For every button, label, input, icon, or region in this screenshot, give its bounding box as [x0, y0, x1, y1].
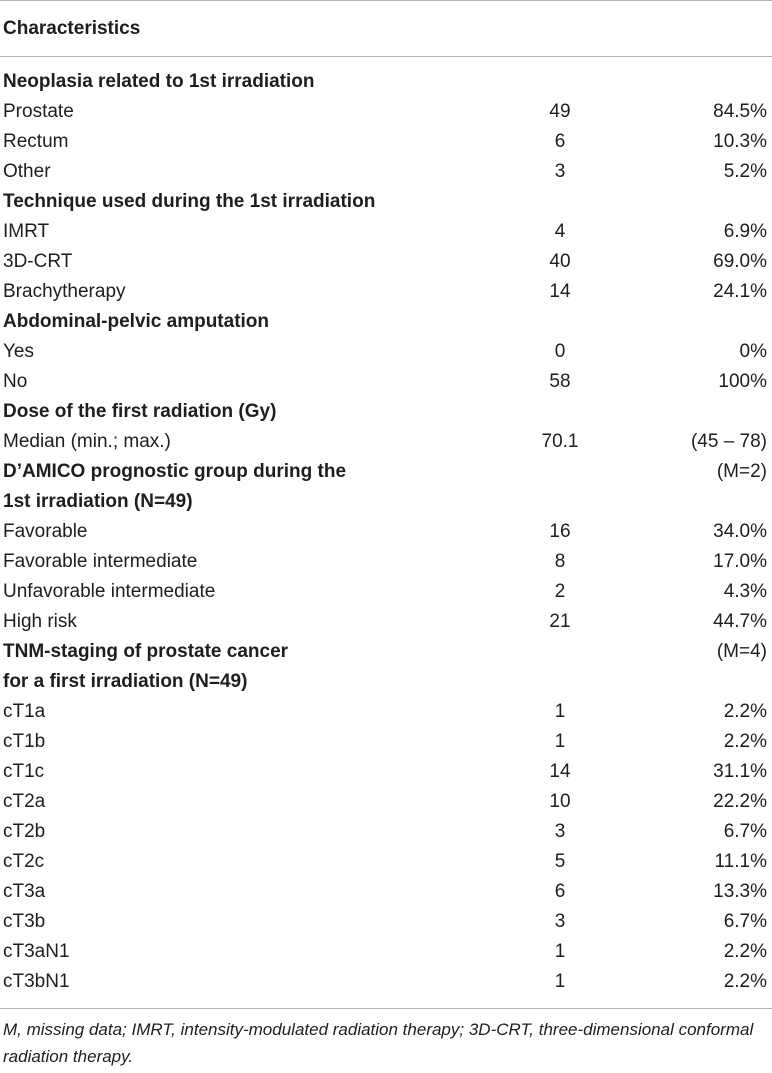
row-label: cT3b: [3, 911, 46, 932]
row-percentage: 69.0%: [713, 251, 767, 272]
row-count: 16: [549, 521, 571, 542]
missing-data-note: (M=2): [716, 461, 767, 482]
row-label: cT1a: [3, 701, 46, 722]
row-label: Unfavorable intermediate: [3, 581, 216, 602]
row-label: cT2b: [3, 821, 46, 842]
row-label: Brachytherapy: [3, 281, 126, 302]
row-label: cT1c: [3, 761, 45, 782]
row-percentage: 100%: [718, 371, 767, 392]
row-label: Yes: [3, 341, 34, 362]
row-count: 5: [554, 851, 566, 872]
table-footnote: M, missing data; IMRT, intensity-modulated radiation therapy; 3D-CRT, three-dimensional conformal radiation therapy.: [3, 1020, 754, 1066]
table-row: [0, 547, 772, 577]
section-header-row: [0, 187, 772, 217]
section-title: Dose of the first radiation (Gy): [3, 401, 277, 422]
row-label: cT1b: [3, 731, 46, 752]
table-header: [0, 0, 772, 57]
section-title: D’AMICO prognostic group during the: [3, 461, 347, 482]
table-body: [0, 57, 772, 997]
row-percentage: 2.2%: [723, 731, 767, 752]
section-title: Neoplasia related to 1st irradiation: [3, 71, 315, 92]
row-label: 3D-CRT: [3, 251, 73, 272]
row-label: cT3aN1: [3, 941, 70, 962]
section-title: 1st irradiation (N=49): [3, 491, 193, 512]
row-count: 0: [554, 341, 566, 362]
section-header-row: [0, 397, 772, 427]
table-row: [0, 277, 772, 307]
row-count: 1: [554, 731, 566, 752]
row-percentage: 4.3%: [723, 581, 767, 602]
row-count: 3: [554, 161, 566, 182]
table-row: [0, 217, 772, 247]
row-label: IMRT: [3, 221, 50, 242]
table-row: [0, 127, 772, 157]
table-row: [0, 817, 772, 847]
table-row: [0, 427, 772, 457]
row-label: Favorable: [3, 521, 88, 542]
table-row: [0, 847, 772, 877]
row-count: 40: [549, 251, 571, 272]
row-percentage: 17.0%: [713, 551, 767, 572]
section-title: TNM-staging of prostate cancer: [3, 641, 289, 662]
section-title: Technique used during the 1st irradiation: [3, 191, 376, 212]
row-count: 6: [554, 881, 566, 902]
row-count: 6: [554, 131, 566, 152]
section-title: Abdominal-pelvic amputation: [3, 311, 270, 332]
table-row: [0, 577, 772, 607]
section-header-row: [0, 67, 772, 97]
row-count: 10: [549, 791, 571, 812]
column-header-characteristics: Characteristics: [3, 17, 141, 39]
table-bottom-rule: [0, 1008, 772, 1009]
table-row: [0, 517, 772, 547]
row-count: 1: [554, 941, 566, 962]
row-percentage: 11.1%: [714, 851, 767, 872]
table-row: [0, 877, 772, 907]
table-row: [0, 907, 772, 937]
table-row: [0, 97, 772, 127]
row-percentage: 34.0%: [713, 521, 767, 542]
row-count: 21: [549, 611, 571, 632]
row-label: High risk: [3, 611, 77, 632]
table-row: [0, 367, 772, 397]
section-header-row: [0, 487, 772, 517]
row-count: 2: [554, 581, 566, 602]
section-header-row: [0, 307, 772, 337]
table-row: [0, 727, 772, 757]
row-percentage: 2.2%: [723, 701, 767, 722]
section-header-row: [0, 457, 772, 487]
row-count: 1: [554, 701, 566, 722]
row-label: Favorable intermediate: [3, 551, 198, 572]
row-percentage: 6.7%: [723, 911, 767, 932]
row-count: 3: [554, 821, 566, 842]
section-header-row: [0, 637, 772, 667]
row-percentage: 6.7%: [723, 821, 767, 842]
row-label: No: [3, 371, 28, 392]
row-count: 49: [549, 101, 571, 122]
table-row: [0, 967, 772, 997]
row-percentage: (45 – 78): [690, 431, 767, 452]
row-label: cT3bN1: [3, 971, 70, 992]
row-count: 14: [549, 761, 571, 782]
row-percentage: 22.2%: [713, 791, 767, 812]
row-percentage: 31.1%: [713, 761, 767, 782]
table-row: [0, 697, 772, 727]
row-percentage: 5.2%: [723, 161, 767, 182]
row-count: 1: [554, 971, 566, 992]
table-row: [0, 757, 772, 787]
row-percentage: 13.3%: [713, 881, 767, 902]
table-row: [0, 937, 772, 967]
row-percentage: 84.5%: [713, 101, 767, 122]
section-title: for a first irradiation (N=49): [3, 671, 248, 692]
table-row: [0, 157, 772, 187]
table-row: [0, 247, 772, 277]
row-percentage: 2.2%: [723, 971, 767, 992]
row-label: cT3a: [3, 881, 46, 902]
table-row: [0, 337, 772, 367]
row-count: 8: [554, 551, 566, 572]
missing-data-note: (M=4): [716, 641, 767, 662]
row-percentage: 24.1%: [713, 281, 767, 302]
row-label: Rectum: [3, 131, 69, 152]
row-count: 3: [554, 911, 566, 932]
row-count: 4: [554, 221, 566, 242]
row-percentage: 0%: [739, 341, 767, 362]
row-label: Prostate: [3, 101, 74, 122]
table-row: [0, 607, 772, 637]
row-label: Median (min.; max.): [3, 431, 171, 452]
row-count: 70.1: [541, 431, 579, 452]
row-label: cT2a: [3, 791, 46, 812]
row-label: Other: [3, 161, 51, 182]
row-count: 58: [549, 371, 571, 392]
section-header-row: [0, 667, 772, 697]
row-percentage: 2.2%: [723, 941, 767, 962]
table-row: [0, 787, 772, 817]
row-percentage: 44.7%: [713, 611, 767, 632]
row-percentage: 10.3%: [713, 131, 767, 152]
row-label: cT2c: [3, 851, 45, 872]
row-count: 14: [549, 281, 571, 302]
row-percentage: 6.9%: [723, 221, 767, 242]
